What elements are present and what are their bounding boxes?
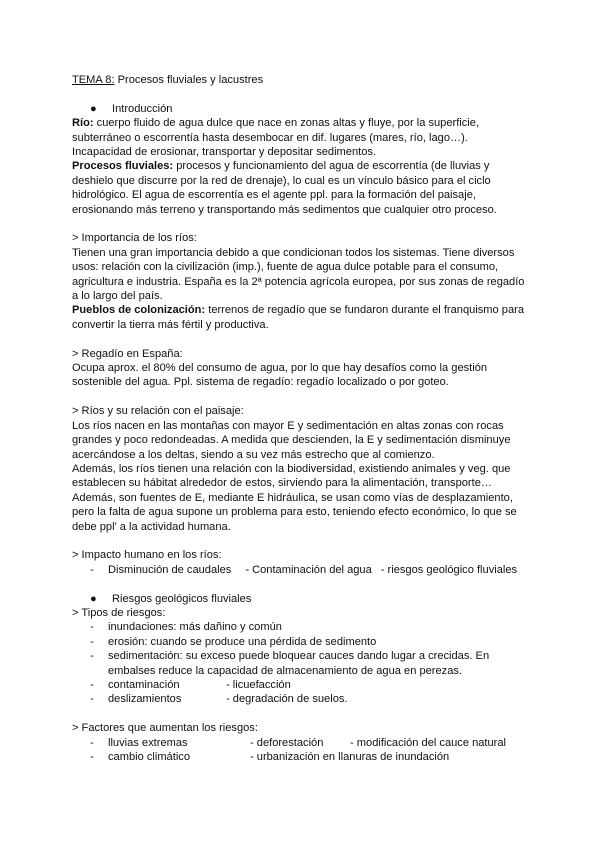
riesgo-list-item <box>72 620 534 634</box>
procesos-line: erosionando más terreno y transportando más sedimentos que cualquier otro proceso. <box>72 203 497 216</box>
regadio-heading: > Regadío en España: <box>72 347 183 360</box>
riesgo-text: - licuefacción <box>226 678 291 691</box>
document-body <box>72 73 534 764</box>
pueblos-line: terrenos de regadío que se fundaron durante el franquismo para <box>205 304 525 317</box>
dash-marker: - <box>90 635 94 648</box>
importancia-line: usos: relación con la civilización (imp.), fuente de agua dulce potable para el consumo, <box>72 261 499 274</box>
pueblos-term: Pueblos de colonización: <box>72 304 206 317</box>
factor-text: cambio climático <box>108 750 190 763</box>
impacto-item: Disminución de caudales <box>108 563 232 576</box>
rio-definition <box>72 116 534 130</box>
riesgo-continuation <box>72 664 534 678</box>
impacto-item: - Contaminación del agua <box>245 563 372 576</box>
riesgo-text: sedimentación: su exceso puede bloquear cauces dando lugar a crecidas. En <box>108 650 490 663</box>
riesgo-pair <box>108 678 534 692</box>
impacto-list-item <box>72 563 534 577</box>
rio-term: Río: <box>72 117 94 130</box>
bullet-icon: ● <box>90 102 97 115</box>
importancia-line: a lo largo del país. <box>72 290 163 303</box>
dash-marker: - <box>90 678 94 691</box>
pueblos-line: convertir la tierra más fértil y productiva. <box>72 318 269 331</box>
procesos-line: deshielo que discurre por la red de drenaje), lo cual es un vínculo básico para el ciclo <box>72 174 491 187</box>
tipos-heading: > Tipos de riesgos: <box>72 606 166 619</box>
factor-row <box>108 736 534 750</box>
procesos-line: procesos y funcionamiento del agua de escorrentía (de lluvias y <box>173 160 490 173</box>
paisaje-heading: > Ríos y su relación con el paisaje: <box>72 405 244 418</box>
dash-marker: - <box>90 693 94 706</box>
paisaje-line: establecen su hábitat alrededor de estos, sirviendo para la alimentación, transporte… <box>72 477 492 490</box>
page-title <box>72 73 534 87</box>
title-number: TEMA 8: <box>72 74 115 86</box>
rio-line: cuerpo fluido de agua dulce que nace en zonas altas y fluye, por la superficie, <box>93 117 480 130</box>
dash-marker: - <box>90 736 94 749</box>
dash-marker: - <box>90 563 94 576</box>
paisaje-line: grandes y poco redondeadas. A medida que descienden, la E y sedimentación disminuye <box>72 434 511 447</box>
paisaje-line: Además, los ríos tienen una relación con la biodiversidad, existiendo animales y veg. que <box>72 462 511 475</box>
dash-marker: - <box>90 650 94 663</box>
title-text: Procesos fluviales y lacustres <box>114 74 264 86</box>
paisaje-line: Los ríos nacen en las montañas con mayor E y sedimentación en altas zonas con rocas <box>72 419 504 432</box>
dash-marker: - <box>90 621 94 634</box>
riesgo-list-item <box>72 678 534 692</box>
impacto-item: - riesgos geológico fluviales <box>380 563 518 576</box>
paisaje-line: acercándose a los deltas, siendo a su vez más estrecho que al comienzo. <box>72 448 435 461</box>
factor-text: - deforestación <box>250 736 324 749</box>
factor-text: lluvias extremas <box>108 736 188 749</box>
paisaje-line: debe ppl' a la actividad humana. <box>72 520 231 533</box>
procesos-definition <box>72 159 534 173</box>
dash-marker: - <box>90 750 94 763</box>
section-riesgos-label: Riesgos geológicos fluviales <box>112 592 252 605</box>
regadio-line: sostenible del agua. Ppl. sistema de regadío: regadío localizado o por goteo. <box>72 376 449 389</box>
factores-heading: > Factores que aumentan los riesgos: <box>72 722 258 735</box>
factor-text: - urbanización en llanuras de inundación <box>250 750 450 763</box>
impacto-row <box>108 563 534 577</box>
importancia-line: agricultura e industria. España es la 2ª potencia agrícola europea, por sus zonas de regadío <box>72 275 525 288</box>
riesgo-list-item <box>72 635 534 649</box>
factor-list-item <box>72 736 534 750</box>
factor-list-item <box>72 750 534 764</box>
riesgo-text: erosión: cuando se produce una pérdida de sedimento <box>108 635 377 648</box>
impacto-heading: > Impacto humano en los ríos: <box>72 549 222 562</box>
procesos-term: Procesos fluviales: <box>72 160 174 173</box>
riesgo-list-item <box>72 692 534 706</box>
paisaje-line: Además, son fuentes de E, mediante E hidráulica, se usan como vías de desplazamiento, <box>72 491 513 504</box>
pueblos-definition <box>72 303 534 317</box>
section-riesgos-bullet <box>72 592 534 606</box>
importancia-line: Tienen una gran importancia debido a que condicionan todos los sistemas. Tiene diversos <box>72 246 515 259</box>
procesos-line: hidrológico. El agua de escorrentía es el agente ppl. para la formación del paisaje, <box>72 189 476 202</box>
riesgo-pair <box>108 692 534 706</box>
importancia-heading: > Importancia de los ríos: <box>72 232 197 245</box>
riesgo-text: inundaciones: más dañino y común <box>108 621 282 634</box>
riesgo-text: contaminación <box>108 678 180 691</box>
section-intro-label: Introducción <box>112 102 173 115</box>
factor-row <box>108 750 534 764</box>
paisaje-line: pero la falta de agua supone un problema para esto, teniendo efecto económico, lo que se <box>72 506 517 519</box>
rio-line: subterráneo o escorrentía hasta desembocar en dif. lugares (mares, río, lago…). <box>72 131 468 144</box>
regadio-line: Ocupa aprox. el 80% del consumo de agua, por lo que hay desafíos como la gestión <box>72 362 488 375</box>
factor-text: - modificación del cauce natural <box>350 736 507 749</box>
riesgo-text: embalses reduce la capacidad de almacenamiento de agua en perezas. <box>108 664 462 677</box>
rio-line: Incapacidad de erosionar, transportar y depositar sedimentos. <box>72 146 377 159</box>
section-intro-bullet <box>72 102 534 116</box>
riesgo-list-item <box>72 649 534 663</box>
bullet-icon: ● <box>90 592 97 605</box>
riesgo-text: - degradación de suelos. <box>226 693 348 706</box>
riesgo-text: deslizamientos <box>108 693 182 706</box>
